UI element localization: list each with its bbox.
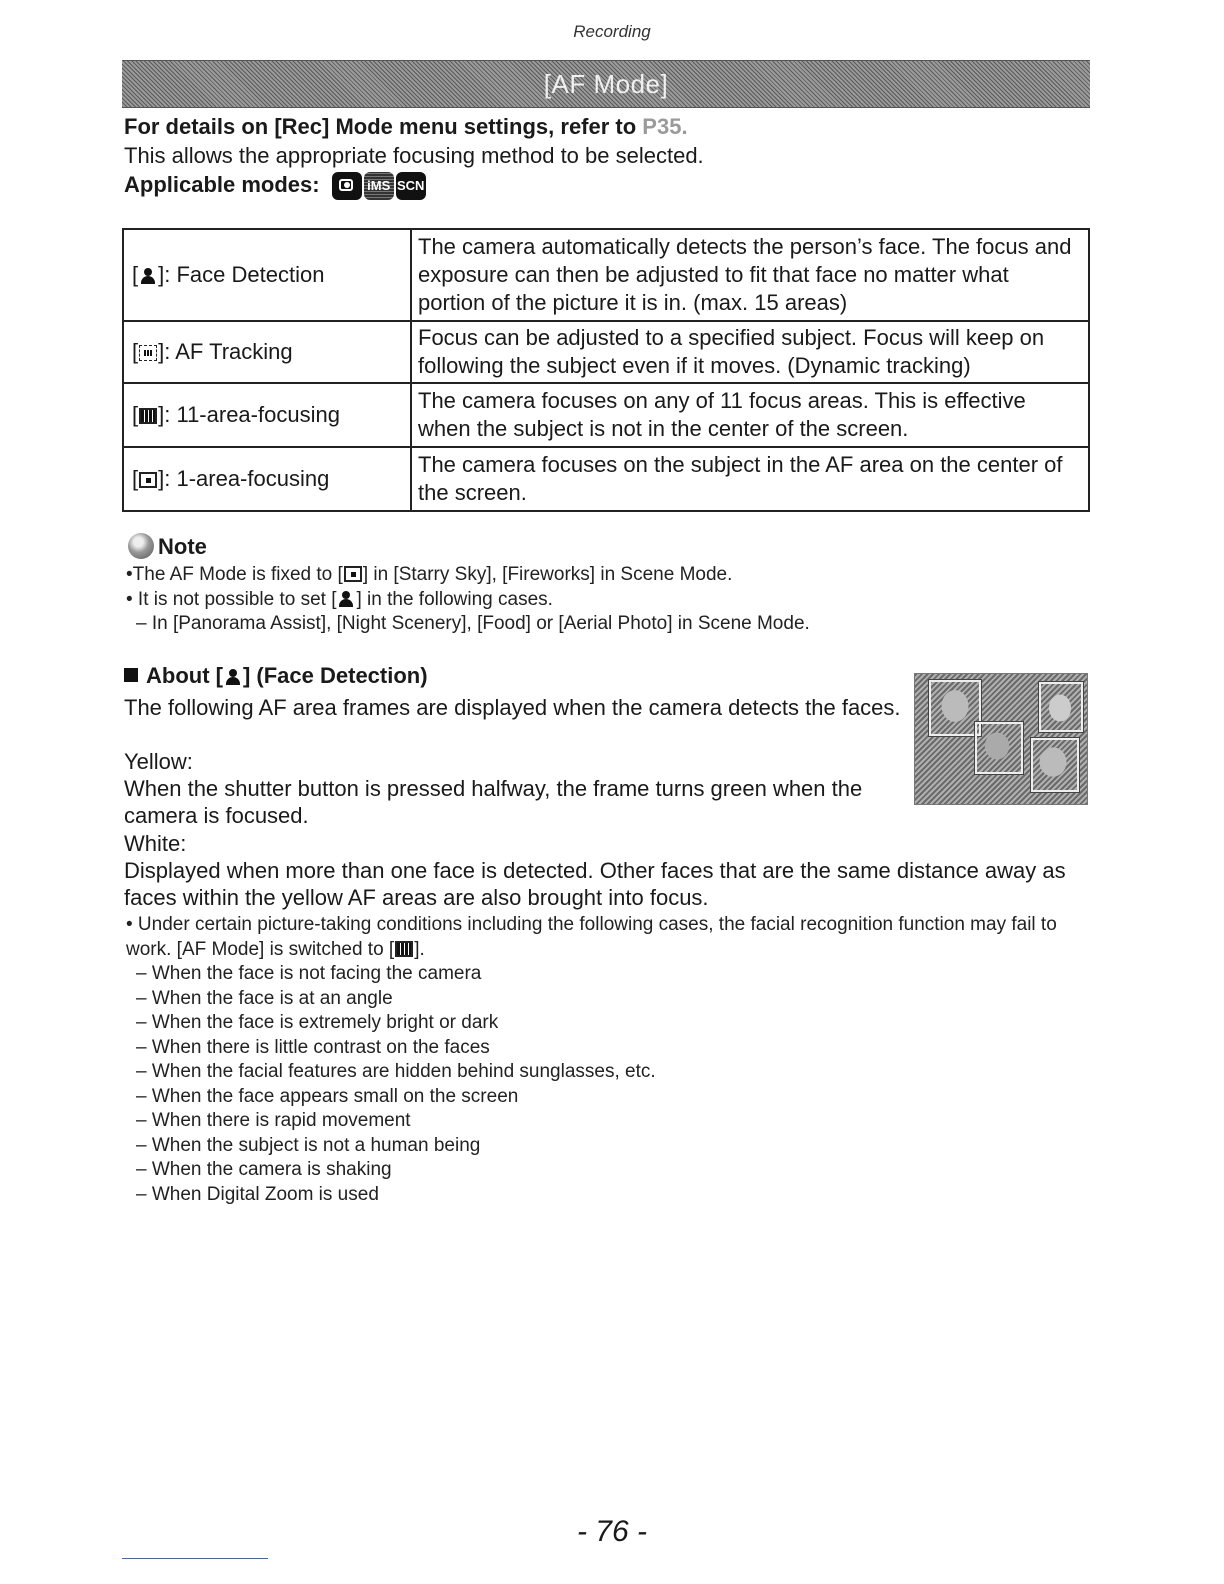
list-item: – When there is rapid movement [136, 1110, 411, 1131]
section-header: Recording [573, 22, 651, 41]
af-frame [1039, 682, 1083, 732]
applicable-modes [124, 172, 426, 200]
table-row [123, 383, 1089, 447]
page-reference-link[interactable]: P35. [642, 114, 688, 139]
mode-label: ]: Face Detection [158, 262, 325, 287]
ims-mode-icon: iMS [364, 172, 394, 200]
mode-icons [332, 172, 426, 200]
1-area-icon [344, 566, 362, 582]
note-line: – In [Panorama Assist], [Night Scenery], [Food] or [Aerial Photo] in Scene Mode. [136, 613, 810, 634]
section-banner [122, 60, 1090, 108]
about-paragraph: The following AF area frames are displayed when the camera detects the faces. [124, 695, 901, 720]
af-tracking-icon [139, 345, 157, 361]
11-area-icon [139, 408, 157, 424]
table-row [123, 321, 1089, 383]
face-detection-icon [337, 591, 355, 607]
details-line [124, 114, 688, 140]
af-frame [929, 680, 981, 736]
about-heading: About [ ] (Face Detection) [124, 663, 428, 689]
list-item: – When there is little contrast on the faces [136, 1036, 490, 1058]
applicable-modes-label: Applicable modes: [124, 172, 320, 197]
mode-label: ]: 11-area-focusing [158, 402, 340, 427]
11-area-icon [395, 941, 413, 957]
white-description: Displayed when more than one face is detected. Other faces that are the same distance away as faces within the yellow AF areas are also brought into focus. [124, 858, 1066, 910]
note-line: • It is not possible to set [ ] in the following cases. [126, 588, 553, 610]
list-item: – When the subject is not a human being [136, 1134, 481, 1156]
conditions-bullet: • Under certain picture-taking conditions including the following cases, the facial recognition function may fail to work. [AF Mode] is switched to [ ]. [126, 914, 1057, 960]
mode-cell: [ ]: 11-area-focusing [123, 383, 411, 447]
note-body [126, 563, 1086, 637]
yellow-label: Yellow: [124, 749, 193, 774]
intro-description: This allows the appropriate focusing method to be selected. [124, 143, 704, 168]
list-item: – When the face appears small on the screen [136, 1085, 519, 1107]
note-title: Note [158, 534, 207, 559]
list-item: – When Digital Zoom is used [136, 1183, 379, 1205]
af-frame [975, 722, 1023, 774]
description-cell: The camera focuses on the subject in the AF area on the center of the screen. [411, 447, 1089, 511]
face-detection-icon [139, 268, 157, 284]
face-detection-example-photo [914, 673, 1088, 805]
white-label: White: [124, 831, 187, 856]
note-heading [128, 533, 207, 560]
mode-cell: [ ]: Face Detection [123, 229, 411, 321]
description-cell: The camera focuses on any of 11 focus areas. This is effective when the subject is not in the center of the screen. [411, 383, 1089, 447]
note-icon [128, 533, 154, 559]
intelligent-auto-icon [332, 172, 362, 200]
list-item: – When the face is extremely bright or dark [136, 1012, 499, 1033]
table-row [123, 229, 1089, 321]
face-detection-icon [224, 669, 242, 685]
table-row [123, 447, 1089, 511]
mode-label: ]: 1-area-focusing [158, 466, 330, 491]
list-item: – When the facial features are hidden behind sunglasses, etc. [136, 1061, 656, 1082]
mode-cell: [ ]: 1-area-focusing [123, 447, 411, 511]
square-bullet-icon [124, 668, 138, 682]
list-item: – When the face is at an angle [136, 987, 393, 1009]
banner-title: [AF Mode] [543, 69, 669, 99]
1-area-icon [139, 472, 157, 488]
af-mode-table [122, 228, 1090, 512]
list-item: – When the camera is shaking [136, 1159, 392, 1180]
page-number: - 76 - [576, 1515, 648, 1548]
description-cell: The camera automatically detects the person’s face. The focus and exposure can then be adjusted to fit that face no matter what portion of the picture it is in. (max. 15 areas) [411, 229, 1089, 321]
details-text: For details on [Rec] Mode menu settings, refer to [124, 114, 643, 139]
af-frame [1031, 738, 1079, 792]
note-line: •The AF Mode is fixed to [ ] in [Starry Sky], [Fireworks] in Scene Mode. [126, 564, 733, 585]
conditions-list [136, 962, 656, 1207]
list-item: – When the face is not facing the camera [136, 963, 482, 984]
mode-label: ]: AF Tracking [158, 339, 293, 364]
description-cell: Focus can be adjusted to a specified subject. Focus will keep on following the subject even if it moves. (Dynamic tracking) [411, 321, 1089, 383]
footer-rule [122, 1558, 268, 1559]
mode-cell: [ ]: AF Tracking [123, 321, 411, 383]
scene-mode-icon: SCN [396, 172, 426, 200]
yellow-description: When the shutter button is pressed halfway, the frame turns green when the camera is focused. [124, 776, 863, 828]
